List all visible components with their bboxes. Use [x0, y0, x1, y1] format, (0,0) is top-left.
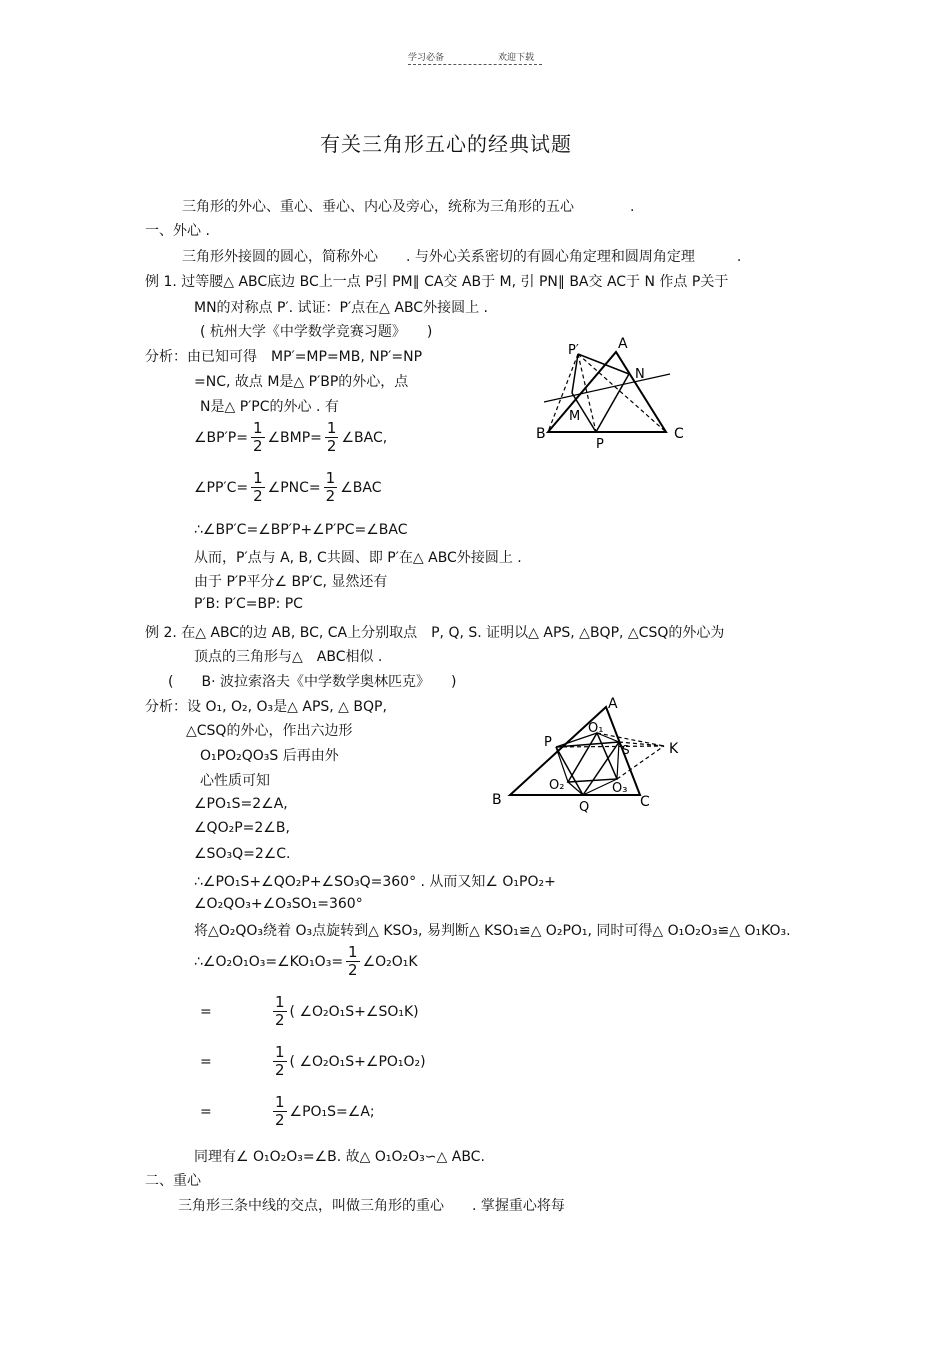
figure-example1-triangle — [530, 332, 710, 457]
fraction-half: $\frac{1}{2}$ — [326, 419, 337, 455]
analysis1-ratio: P′B: P′C=BP: PC — [194, 596, 303, 612]
label-O3: O₃ — [612, 781, 628, 796]
page-title: 有关三角形五心的经典试题 — [320, 132, 572, 156]
header-left: 学习必备 — [408, 53, 445, 63]
label-O1: O₁ — [588, 721, 604, 736]
example2-line2: 顶点的三角形与△ ABC相似 . — [194, 649, 383, 665]
analysis2-rotation: 将△O₂QO₃绕着 O₃点旋转到△ KSO₃, 易判断△ KSO₁≌△ O₂PO₁, 同时可得△ O₁O₂O₃≌△ O₁KO₃. — [194, 923, 791, 939]
label-S: S — [622, 743, 630, 757]
example2-line1: 例 2. 在△ ABC的边 AB, BC, CA上分别取点 P, Q, S. 证明以△ APS, △BQP, △CSQ的外心为 — [145, 625, 725, 641]
label-P-prime: P′ — [568, 343, 579, 358]
analysis1-line3: N是△ P′PC的外心 . 有 — [200, 399, 339, 415]
analysis2-equation4: = $\frac{1}{2}$ ∠PO₁S=∠A; — [200, 1093, 375, 1129]
fraction-half: $\frac{1}{2}$ — [253, 469, 263, 505]
section-heading-circumcenter: 一、外心 . — [145, 223, 210, 239]
label-Q: Q — [579, 800, 590, 815]
analysis1-equation2: ∠PP′C= $\frac{1}{2}$ ∠PNC= $\frac{1}{2}$ ∠BAC — [194, 469, 382, 505]
example2-source: ( B· 波拉索洛夫《中学数学奥林匹克》 ) — [168, 674, 457, 690]
label-C: C — [674, 426, 684, 442]
analysis1-line2: =NC, 故点 M是△ P′BP的外心，点 — [194, 374, 409, 390]
analysis2-angle-A: ∠PO₁S=2∠A, — [194, 796, 288, 812]
fraction-half: $\frac{1}{2}$ — [275, 1043, 285, 1079]
label-A: A — [618, 336, 628, 352]
fraction-half: $\frac{1}{2}$ — [348, 943, 358, 979]
fraction-half: $\frac{1}{2}$ — [252, 419, 263, 455]
analysis1-equation1: ∠BP′P= $\frac{1}{2}$ ∠BMP= $\frac{1}{2}$ ∠BAC, — [194, 419, 388, 455]
example1-line1: 例 1. 过等腰△ ABC底边 BC上一点 P引 PM∥ CA交 AB于 M, 引 PN∥ BA交 AC于 N 作点 P关于 — [145, 274, 729, 290]
fraction-half: $\frac{1}{2}$ — [275, 993, 285, 1029]
example1-line2: MN的对称点 P′. 试证：P′点在△ ABC外接圆上 . — [194, 300, 488, 316]
analysis2-equation2: = $\frac{1}{2}$ ( ∠O₂O₁S+∠SO₁K) — [200, 993, 419, 1029]
analysis1-line1: 分析：由已知可得 MP′=MP=MB, NP′=NP — [145, 349, 423, 365]
label-M: M — [569, 409, 581, 424]
header-right: 欢迎下载 — [498, 53, 535, 63]
analysis2-line2: △CSQ的外心，作出六边形 — [186, 723, 353, 739]
analysis2-line1: 分析：设 O₁, O₂, O₃是△ APS, △ BQP, — [145, 699, 387, 715]
centroid-definition: 三角形三条中线的交点，叫做三角形的重心 . 掌握重心将每 — [178, 1198, 565, 1214]
fraction-half: $\frac{1}{2}$ — [275, 1093, 285, 1129]
analysis2-similarity: 同理有∠ O₁O₂O₃=∠B. 故△ O₁O₂O₃∽△ ABC. — [194, 1149, 485, 1165]
label-C: C — [640, 794, 650, 810]
label-O2: O₂ — [549, 778, 565, 793]
analysis2-line4: 心性质可知 — [200, 773, 270, 789]
label-P: P — [596, 437, 604, 452]
fraction-half: $\frac{1}{2}$ — [325, 469, 336, 505]
analysis2-equation3: = $\frac{1}{2}$ ( ∠O₂O₁S+∠PO₁O₂) — [200, 1043, 426, 1079]
analysis2-angle-B: ∠QO₂P=2∠B, — [194, 820, 290, 836]
example1-source: ( 杭州大学《中学数学竞赛习题》 ) — [200, 324, 433, 340]
label-N: N — [635, 367, 645, 382]
analysis2-equation1: ∴∠O₂O₁O₃=∠KO₁O₃= $\frac{1}{2}$ ∠O₂O₁K — [194, 943, 418, 979]
label-B: B — [492, 792, 502, 808]
analysis1-concyclic: 从而，P′点与 A, B, C共圆、即 P′在△ ABC外接圆上 . — [194, 550, 522, 566]
label-P: P — [544, 735, 552, 750]
analysis2-angle-C: ∠SO₃Q=2∠C. — [194, 846, 291, 862]
analysis2-line3: O₁PO₂QO₃S 后再由外 — [200, 748, 339, 764]
figure-example2-triangle — [488, 692, 688, 817]
section-heading-centroid: 二、重心 — [145, 1173, 201, 1189]
analysis1-bisector: 由于 P′P平分∠ BP′C, 显然还有 — [194, 574, 388, 590]
circumcenter-definition: 三角形外接圆的圆心，简称外心 . 与外心关系密切的有圆心角定理和圆周角定理 . — [182, 249, 742, 265]
analysis2-sum1: ∴∠PO₁S+∠QO₂P+∠SO₃Q=360° . 从而又知∠ O₁PO₂+ — [194, 874, 556, 890]
label-A: A — [608, 696, 618, 712]
intro-text: 三角形的外心、重心、垂心、内心及旁心，统称为三角形的五心 . — [182, 199, 635, 215]
analysis2-sum2: ∠O₂QO₃+∠O₃SO₁=360° — [194, 896, 363, 912]
label-K: K — [669, 741, 679, 757]
analysis1-conclusion: ∴∠BP′C=∠BP′P+∠P′PC=∠BAC — [194, 522, 408, 538]
label-B: B — [536, 426, 546, 442]
header-divider — [408, 64, 542, 65]
